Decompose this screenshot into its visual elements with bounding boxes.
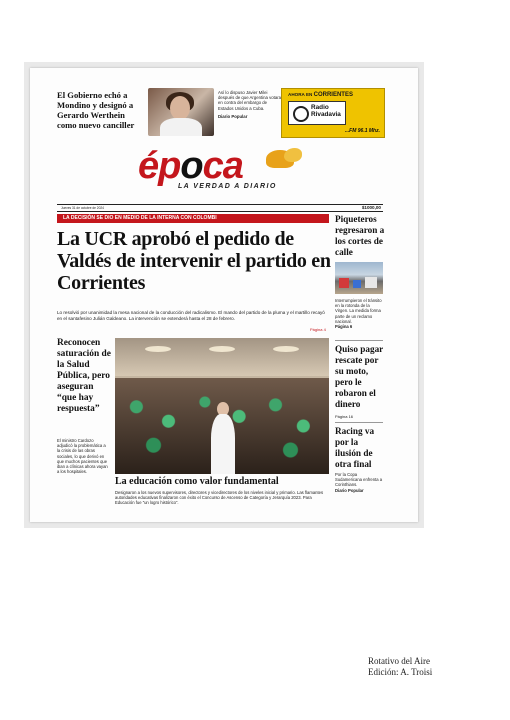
left-column-body: El ministro Cardozo adjudicó la problemática a la crisis de las obras sociales, lo que derivó en que muchos pacientes que iban a clínicas ahora vayan a los hospitales. (57, 438, 108, 475)
issue-price: $1000,00 (361, 205, 381, 210)
top-teaser-text (218, 90, 282, 119)
masthead-logo: época (138, 145, 243, 187)
main-headline: La UCR aprobó el pedido de Valdés de intervenir el partido en Corrientes (57, 228, 331, 294)
photo-story-headline: La educación como valor fundamental (115, 476, 279, 487)
main-story-kicker: LA DECISIÓN SE DIO EN MEDIO DE LA INTERNA CON COLOMBI (57, 214, 329, 223)
ad-top-line: AHORA EN CORRIENTES (288, 92, 353, 98)
main-story-lead: Lo resolvió por unanimidad la mesa nacional de la conducción del radicalismo. El mando del partido de la pluma y el martillo recayó en el santafesino Julián Galdeano. La intervención se extenderá hasta el 28 de febrero. (57, 310, 325, 321)
right-story-3-body: Por la Copa Sudamericana enfrenta a Corinthians. Diario Popular (335, 472, 383, 493)
masthead-bird-icon (284, 148, 302, 162)
divider (335, 422, 383, 423)
ad-radio-name: Radio Rivadavia (311, 104, 341, 118)
newspaper-front-page (30, 68, 418, 522)
ad-place: CORRIENTES (313, 92, 353, 98)
top-teaser-headline: El Gobierno echó a Mondino y designó a Gerardo Werthein como nuevo canciller (57, 90, 135, 130)
divider (335, 340, 383, 341)
right-story-2-headline: Quiso pagar rescate por su moto, pero le robaron el dinero (335, 344, 384, 409)
top-teaser-photo (148, 88, 214, 136)
right-story-2-page-ref: Página 16 (335, 414, 354, 419)
right-story-3-headline: Racing va por la ilusión de otra final (335, 426, 375, 469)
radio-logo-icon (293, 106, 309, 122)
credits (368, 656, 432, 678)
issue-date: Jueves 31 de octubre de 2024 (61, 206, 104, 210)
main-photo (115, 338, 329, 474)
right-story-1-headline: Piqueteros regresaron a los cortes de calle (335, 214, 385, 257)
right-story-1-photo (335, 262, 383, 294)
date-bar (57, 204, 383, 212)
credits-editor: Edición: A. Troisi (368, 667, 433, 677)
right-story-1-body: Interrumpieron el tránsito en la rotonda de la Virgen. La medida forma parte de un reclamo nacional. Página 6 (335, 298, 382, 330)
top-teaser-body: Así lo dispuso Javier Milei después de que Argentina votara en contra del embargo de Estados Unidos a Cuba. (218, 90, 282, 111)
radio-ad (281, 88, 385, 138)
main-story-page-ref: Página 4 (310, 327, 326, 332)
credits-source: Rotativo del Aire (368, 656, 430, 666)
newspaper-cover-scan (24, 62, 424, 528)
left-column-headline: Reconocen saturación de la Salud Pública, pero aseguran “que hay respuesta” (57, 338, 111, 414)
ad-logo-box (288, 101, 346, 125)
ad-frequency: ...FM 96.1 Mhz. (344, 128, 380, 134)
top-teaser-source: Diario Popular (218, 113, 248, 119)
photo-story-body: Designaron a los nuevos supervisores, directores y vicedirectores de los niveles inicial y primario. Las flamantes autoridades educativas finalizaron con éxito el Concurso de Ascenso de Categoría y Jerarquía 2023. Para Educación fue “un logro histórico”. (115, 490, 324, 506)
masthead-tagline: LA VERDAD A DIARIO (178, 183, 277, 190)
masthead (138, 146, 308, 196)
